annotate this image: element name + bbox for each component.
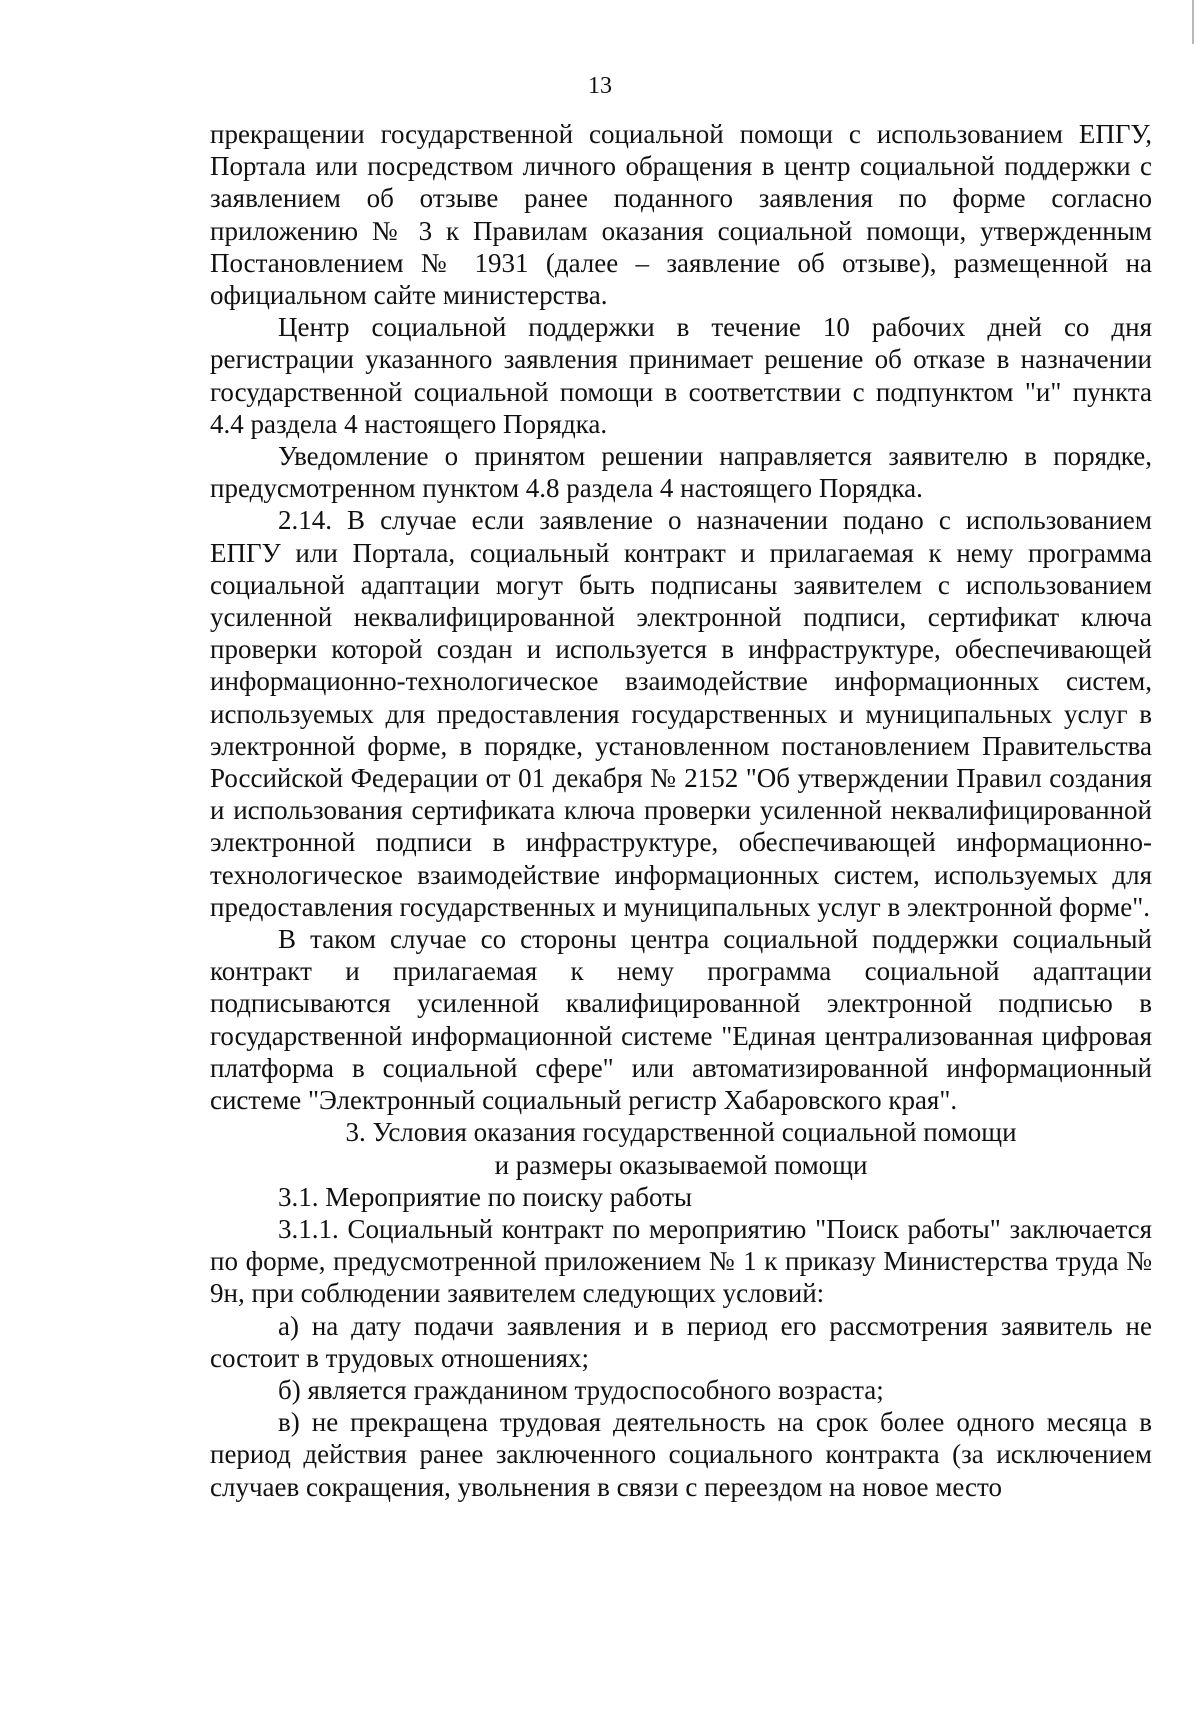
page-number: 13: [588, 73, 612, 99]
subsection-3-1-title: 3.1. Мероприятие по поиску работы: [278, 1181, 693, 1212]
section-3-heading-line-2: и размеры оказываемой помощи: [494, 1149, 868, 1180]
paragraph-2-14: 2.14. В случае если заявление о назначении подано с использованием ЕПГУ или Портала, социальный контракт и прилагаемая к нему программа социальной адаптации могут быть подписаны заявителем с использованием усиленной неквалифицированной электронной подписи, сертификат ключа проверки которой создан и используется в инфраструктуре, обеспечивающей информационно-технологическое взаимодействие информационных систем, используемых для предоставления государственных и муниципальных услуг в электронной форме, в порядке, установленном постановлением Правительства Российской Федерации от 01 декабря № 2152 "Об утверждении Правил создания и использования сертификата ключа проверки усиленной неквалифицированной электронной подписи в инфраструктуре, обеспечивающей информационно-технологическое взаимодействие информационных систем, используемых для предоставления государственных и муниципальных услуг в электронной форме".: [210, 505, 1152, 922]
paragraph-signing: В таком случае со стороны центра социальной поддержки социальный контракт и прилагаемая к нему программа социальной адаптации подписываются усиленной квалифицированной электронной подписью в государственной информационной системе "Единая централизованная цифровая платформа в социальной сфере" или автоматизированной информационный системе "Электронный социальный регистр Хабаровского края".: [210, 924, 1152, 1116]
paragraph-decision: Центр социальной поддержки в течение 10 рабочих дней со дня регистрации указанного заявления принимает решение об отказе в назначении государственной социальной помощи в соответствии с подпунктом "и" пункта 4.4 раздела 4 настоящего Порядка.: [210, 312, 1152, 439]
document-body: [210, 118, 1152, 1503]
paragraph-3-1-1: 3.1.1. Социальный контракт по мероприятию "Поиск работы" заключается по форме, предусмотренной приложением № 1 к приказу Министерства труда № 9н, при соблюдении заявителем следующих условий:: [210, 1213, 1152, 1309]
condition-b: б) является гражданином трудоспособного возраста;: [278, 1374, 884, 1405]
section-3-heading-line-1: 3. Условия оказания государственной социальной помощи: [345, 1117, 1017, 1148]
paragraph-continuation: прекращении государственной социальной помощи с использованием ЕПГУ, Портала или посредством личного обращения в центр социальной поддержки с заявлением об отзыве ранее поданного заявления по форме согласно приложению № 3 к Правилам оказания социальной помощи, утвержденным Постановлением № 1931 (далее – заявление об отзыве), размещенной на официальном сайте министерства.: [210, 119, 1152, 311]
paragraph-notification: Уведомление о принятом решении направляется заявителю в порядке, предусмотренном пунктом 4.8 раздела 4 настоящего Порядка.: [210, 441, 1152, 504]
condition-v: в) не прекращена трудовая деятельность на срок более одного месяца в период действия ранее заключенного социального контракта (за исключением случаев сокращения, увольнения в связи с переездом на новое место: [210, 1407, 1152, 1502]
condition-a: а) на дату подачи заявления и в период его рассмотрения заявитель не состоит в трудовых отношениях;: [210, 1310, 1152, 1373]
section-3-heading: [210, 1116, 1152, 1180]
scan-edge-mark: [1192, 0, 1194, 44]
